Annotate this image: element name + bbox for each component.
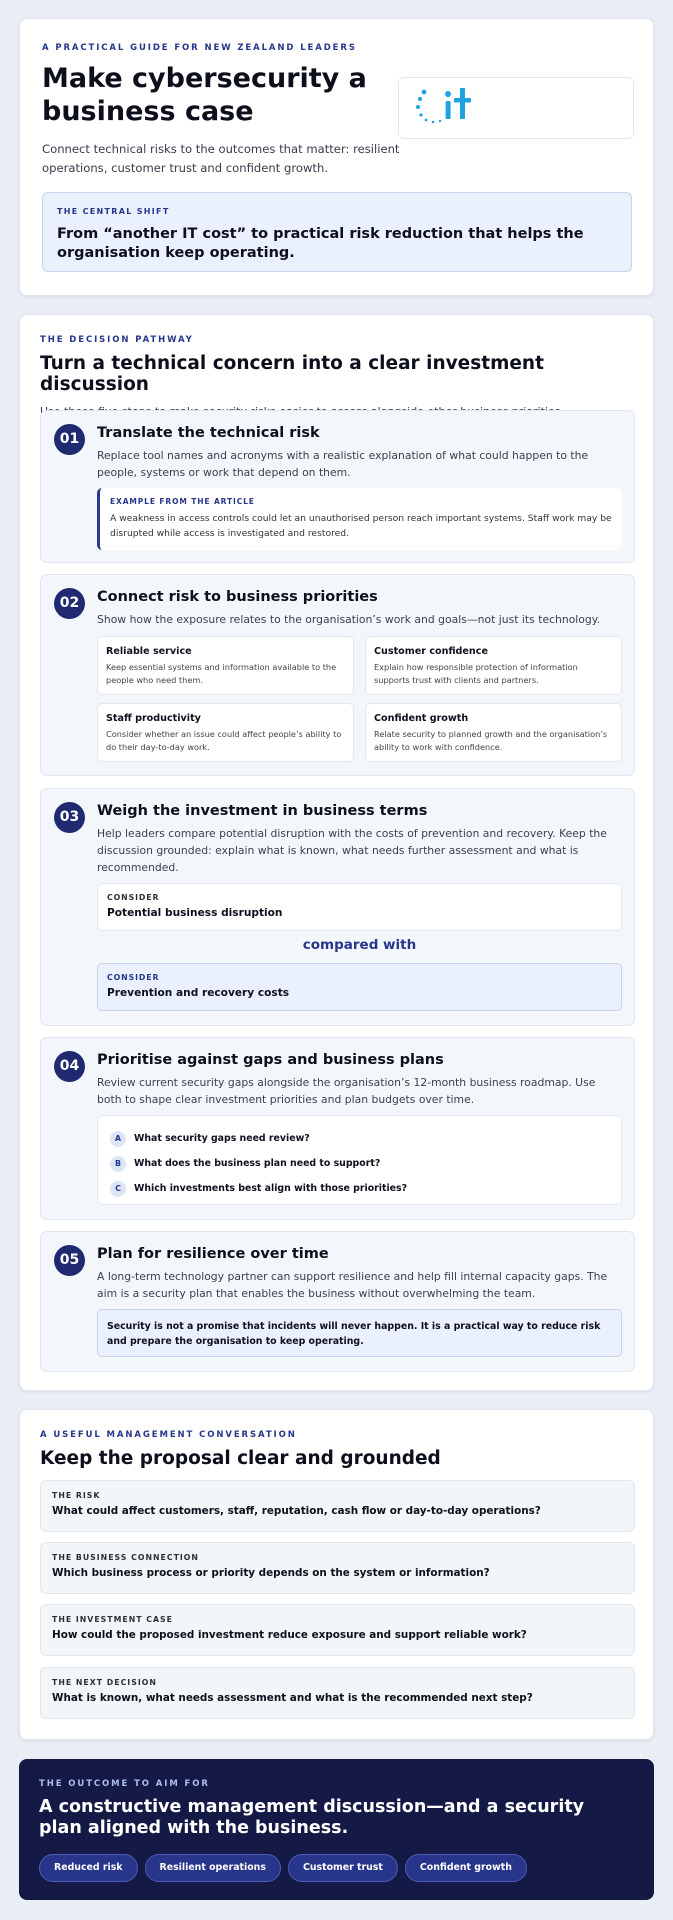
priority-card-customer-confidence [365, 636, 622, 695]
step-03 [40, 788, 635, 1026]
step-description: A long-term technology partner can support resilience and help fill internal capacity gaps. The aim is a security plan that enables the business without overwhelming the team. [97, 1270, 608, 1300]
conversation-item-investment-case [40, 1604, 635, 1656]
question-text: What does the business plan need to support? [134, 1158, 381, 1169]
hero-subtitle: Connect technical risks to the outcomes that matter: resilient operations, customer trust and confident growth. [42, 142, 400, 175]
central-shift-label: THE CENTRAL SHIFT [57, 207, 170, 216]
priority-description: Relate security to planned growth and the organisation’s ability to work with confidence. [374, 729, 608, 752]
priority-title: Reliable service [106, 646, 192, 657]
conversation-question: What could affect customers, staff, reputation, cash flow or day-to-day operations? [52, 1505, 541, 1517]
step-number-badge: 02 [54, 588, 85, 619]
question-letter-badge: A [110, 1131, 126, 1147]
example-label: EXAMPLE FROM THE ARTICLE [110, 497, 255, 506]
question-item [110, 1126, 609, 1151]
pathway-eyebrow: THE DECISION PATHWAY [40, 335, 194, 345]
conversation-label: THE BUSINESS CONNECTION [52, 1553, 199, 1562]
hero-card [19, 18, 654, 296]
step-number-badge: 04 [54, 1051, 85, 1082]
question-text: Which investments best align with those priorities? [134, 1183, 408, 1194]
question-item [110, 1176, 609, 1201]
priority-title: Confident growth [374, 713, 469, 724]
priority-title: Staff productivity [106, 713, 201, 724]
example-text: A weakness in access controls could let an unauthorised person reach important systems. Staff work may be disrupted while access is investigated and restored. [110, 513, 612, 539]
conversation-title: Keep the proposal clear and grounded [40, 1448, 441, 1469]
question-text: What security gaps need review? [134, 1133, 310, 1144]
step-description: Review current security gaps alongside the organisation’s 12-month business roadmap. Use both to shape clear investment priorities and plan budgets over time. [97, 1076, 596, 1106]
step-02 [40, 574, 635, 776]
outcome-banner [19, 1759, 654, 1900]
step-04 [40, 1037, 635, 1220]
pill-reduced-risk: Reduced risk [39, 1854, 138, 1882]
consider-value: Potential business disruption [107, 907, 283, 919]
hero-eyebrow: A PRACTICAL GUIDE FOR NEW ZEALAND LEADERS [42, 43, 357, 53]
conversation-question: Which business process or priority depends on the system or information? [52, 1567, 490, 1579]
priority-description: Keep essential systems and information available to the people who need them. [106, 662, 337, 685]
consider-costs [97, 963, 622, 1011]
priority-card-reliable-service [97, 636, 354, 695]
pathway-title: Turn a technical concern into a clear investment discussion [40, 353, 544, 395]
step-number-badge: 03 [54, 802, 85, 833]
step-description: Show how the exposure relates to the organisation’s work and goals—not just its technology. [97, 613, 601, 626]
conversation-eyebrow: A USEFUL MANAGEMENT CONVERSATION [40, 1430, 297, 1440]
priority-description: Explain how responsible protection of information supports trust with clients and partners. [374, 662, 578, 685]
outcome-eyebrow: THE OUTCOME TO AIM FOR [39, 1779, 210, 1789]
resilience-note: Security is not a promise that incidents will never happen. It is a practical way to reduce risk and prepare the organisation to keep operating. [97, 1309, 622, 1357]
pill-confident-growth: Confident growth [405, 1854, 527, 1882]
conversation-label: THE NEXT DECISION [52, 1678, 157, 1687]
consider-value: Prevention and recovery costs [107, 987, 290, 999]
it-logo-icon [399, 78, 635, 140]
question-letter-badge: C [110, 1181, 126, 1197]
question-letter-badge: B [110, 1156, 126, 1172]
conversation-item-risk [40, 1480, 635, 1532]
step-number-badge: 05 [54, 1245, 85, 1276]
priority-description: Consider whether an issue could affect people’s ability to do their day-to-day work. [106, 729, 342, 752]
example-callout [97, 488, 622, 550]
decision-pathway-section [19, 314, 654, 1391]
pill-customer-trust: Customer trust [288, 1854, 398, 1882]
conversation-item-business-connection [40, 1542, 635, 1594]
conversation-label: THE INVESTMENT CASE [52, 1615, 173, 1624]
step-title: Prioritise against gaps and business plans [97, 1052, 444, 1068]
question-list [97, 1115, 622, 1205]
compared-with-label: compared with [302, 937, 417, 953]
priority-title: Customer confidence [374, 646, 488, 657]
central-shift-callout [42, 192, 632, 272]
consider-label: CONSIDER [107, 893, 160, 902]
conversation-question: How could the proposed investment reduce exposure and support reliable work? [52, 1629, 527, 1641]
step-description: Replace tool names and acronyms with a realistic explanation of what could happen to the people, systems or work that depend on them. [97, 449, 589, 479]
step-number-badge: 01 [54, 424, 85, 455]
outcome-pills [39, 1854, 527, 1882]
step-title: Connect risk to business priorities [97, 589, 378, 605]
central-shift-text: From “another IT cost” to practical risk reduction that helps the organisation keep operating. [57, 226, 584, 261]
priority-card-staff-productivity [97, 703, 354, 762]
question-item [110, 1151, 609, 1176]
conversation-label: THE RISK [52, 1491, 101, 1500]
step-05 [40, 1231, 635, 1372]
step-description: Help leaders compare potential disruption with the costs of prevention and recovery. Keep the discussion grounded: explain what is known, what needs further assessment and what is recommended. [97, 827, 607, 874]
step-title: Translate the technical risk [97, 425, 320, 441]
pill-resilient-operations: Resilient operations [145, 1854, 281, 1882]
priority-card-confident-growth [365, 703, 622, 762]
step-title: Plan for resilience over time [97, 1246, 329, 1262]
management-conversation-section [19, 1409, 654, 1740]
logo-box [398, 77, 634, 139]
page-title: Make cybersecurity a business case [42, 63, 367, 127]
step-01 [40, 410, 635, 563]
consider-label: CONSIDER [107, 973, 160, 982]
conversation-question: What is known, what needs assessment and what is the recommended next step? [52, 1692, 533, 1704]
conversation-item-next-decision [40, 1667, 635, 1719]
outcome-title: A constructive management discussion—and a security plan aligned with the business. [39, 1797, 585, 1838]
step-title: Weigh the investment in business terms [97, 803, 428, 819]
consider-disruption [97, 883, 622, 931]
